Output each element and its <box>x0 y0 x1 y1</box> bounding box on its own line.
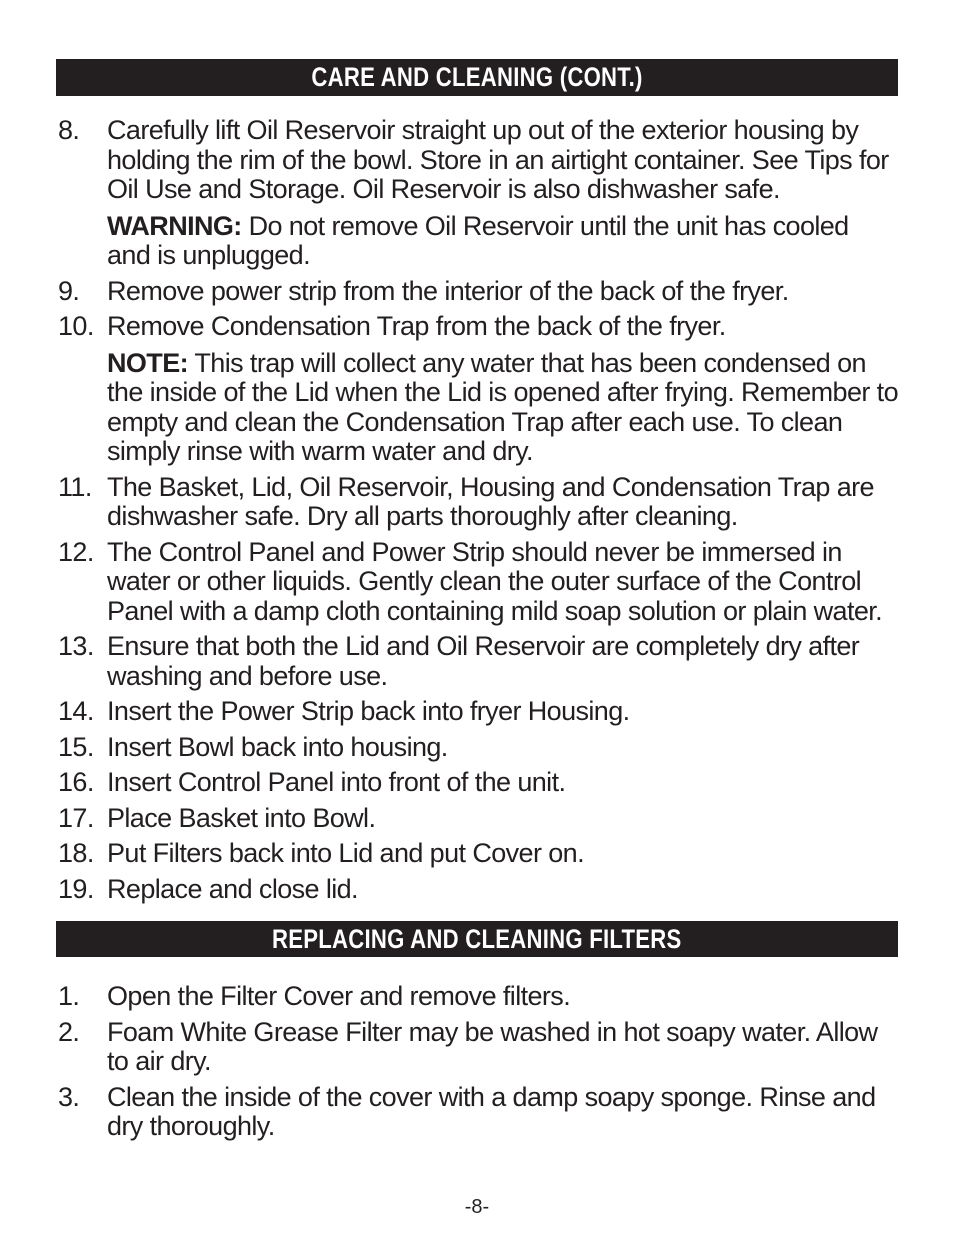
care-step-8 <box>56 116 898 271</box>
step-text: Insert Bowl back into housing. <box>107 731 448 762</box>
filters-section-title: REPLACING AND CLEANING FILTERS <box>272 924 682 954</box>
page-number: -8- <box>464 1196 490 1218</box>
care-step-15 <box>56 733 898 763</box>
step-text: Insert the Power Strip back into fryer Housing. <box>107 696 630 726</box>
step-number: 16. <box>58 767 94 797</box>
step-number: 11. <box>58 471 92 502</box>
care-section-header <box>56 59 898 96</box>
step-text: Replace and close lid. <box>107 873 358 904</box>
care-step-16 <box>56 768 898 798</box>
step-text: Put Filters back into Lid and put Cover on. <box>107 838 584 868</box>
filters-section-header <box>56 921 898 957</box>
step-number: 19. <box>58 873 94 904</box>
care-step-14 <box>56 697 898 727</box>
step-text: Remove Condensation Trap from the back of the fryer. <box>107 311 726 341</box>
step-text: Ensure that both the Lid and Oil Reservoir are completely dry after washing and before use. <box>107 631 860 691</box>
step-number: 8. <box>58 115 80 145</box>
note <box>107 349 898 467</box>
warning-label: WARNING: <box>107 210 242 241</box>
step-text: Open the Filter Cover and remove filters. <box>107 981 571 1011</box>
step-text: Remove power strip from the interior of the back of the fryer. <box>107 275 789 306</box>
step-text: Foam White Grease Filter may be washed in hot soapy water. Allow to air dry. <box>107 1016 878 1076</box>
step-number: 15. <box>58 731 94 762</box>
filter-step-3 <box>56 1083 898 1142</box>
warning-note <box>107 212 898 271</box>
care-steps-list <box>56 116 898 904</box>
note-text: This trap will collect any water that has been condensed on the inside of the Lid when the Lid is opened after frying. Remember to empty and clean the Condensation Trap after each use. To clean simply rinse with warm water and dry. <box>107 347 898 466</box>
step-text: The Basket, Lid, Oil Reservoir, Housing and Condensation Trap are dishwasher safe. Dry all parts thoroughly after cleaning. <box>107 471 874 531</box>
step-text: Clean the inside of the cover with a damp soapy sponge. Rinse and dry thoroughly. <box>107 1081 876 1141</box>
step-text: Insert Control Panel into front of the unit. <box>107 767 566 797</box>
care-step-17 <box>56 804 898 834</box>
step-number: 17. <box>58 802 94 833</box>
step-number: 2. <box>58 1016 80 1047</box>
step-number: 1. <box>58 981 80 1011</box>
care-step-10 <box>56 312 898 467</box>
care-step-12 <box>56 538 898 627</box>
step-number: 10. <box>58 311 94 341</box>
care-step-13 <box>56 632 898 691</box>
step-number: 3. <box>58 1081 80 1112</box>
care-section-title: CARE AND CLEANING (CONT.) <box>311 62 643 92</box>
filter-step-2 <box>56 1018 898 1077</box>
step-number: 12. <box>58 536 94 567</box>
step-text: The Control Panel and Power Strip should never be immersed in water or other liquids. Gently clean the outer surface of the Control Panel with a damp cloth containing mild soap solution or plain water. <box>107 536 883 626</box>
step-number: 9. <box>58 275 80 306</box>
warning-text: Do not remove Oil Reservoir until the unit has cooled and is unplugged. <box>107 210 849 270</box>
step-text: Carefully lift Oil Reservoir straight up out of the exterior housing by holding the rim of the bowl. Store in an airtight container. See Tips for Oil Use and Storage. Oil Reservoir is also dishwasher safe. <box>107 115 889 204</box>
care-step-9 <box>56 277 898 307</box>
note-label: NOTE: <box>107 347 188 378</box>
step-number: 13. <box>58 631 94 661</box>
filter-step-1 <box>56 982 898 1012</box>
step-number: 14. <box>58 696 94 726</box>
care-step-11 <box>56 473 898 532</box>
care-step-18 <box>56 839 898 869</box>
step-text: Place Basket into Bowl. <box>107 802 376 833</box>
filter-steps-list <box>56 982 898 1142</box>
step-number: 18. <box>58 838 94 868</box>
care-step-19 <box>56 875 898 905</box>
